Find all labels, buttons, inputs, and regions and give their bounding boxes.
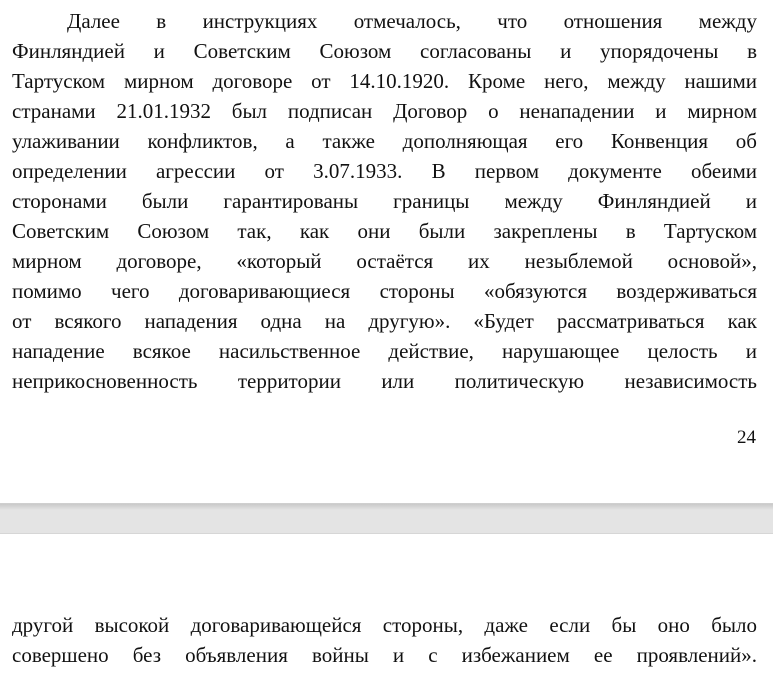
text-line: Советским Союзом так, как они были закреплены в Тартуском xyxy=(12,219,757,243)
text-line: Финляндией и Советским Союзом согласованы и упорядочены в xyxy=(12,39,757,63)
page-separator xyxy=(0,503,773,534)
text-line: помимо чего договаривающиеся стороны «обязуются воздерживаться xyxy=(12,279,757,303)
page-paragraph-bottom xyxy=(12,610,757,670)
text-line: странами 21.01.1932 был подписан Договор о ненападении и мирном xyxy=(12,99,757,123)
text-line: неприкосновенность территории или политическую независимость xyxy=(12,369,757,393)
text-line: Далее в инструкциях отмечалось, что отношения между xyxy=(67,9,757,33)
text-line: улаживании конфликтов, а также дополняющая его Конвенция об xyxy=(12,129,757,153)
text-line: сторонами были гарантированы границы между Финляндией и xyxy=(12,189,757,213)
page-paragraph-top xyxy=(12,6,757,396)
text-line: определении агрессии от 3.07.1933. В первом документе обеими xyxy=(12,159,757,183)
text-line: от всякого нападения одна на другую». «Будет рассматриваться как xyxy=(12,309,757,333)
text-line: другой высокой договаривающейся стороны, даже если бы оно было xyxy=(12,613,757,637)
text-line: Тартуском мирном договоре от 14.10.1920. Кроме него, между нашими xyxy=(12,69,757,93)
text-line: совершено без объявления войны и с избежанием ее проявлений». xyxy=(12,643,757,667)
text-line: нападение всякое насильственное действие, нарушающее целость и xyxy=(12,339,757,363)
page-number: 24 xyxy=(737,427,756,448)
text-line: мирном договоре, «который остаётся их незыблемой основой», xyxy=(12,249,757,273)
